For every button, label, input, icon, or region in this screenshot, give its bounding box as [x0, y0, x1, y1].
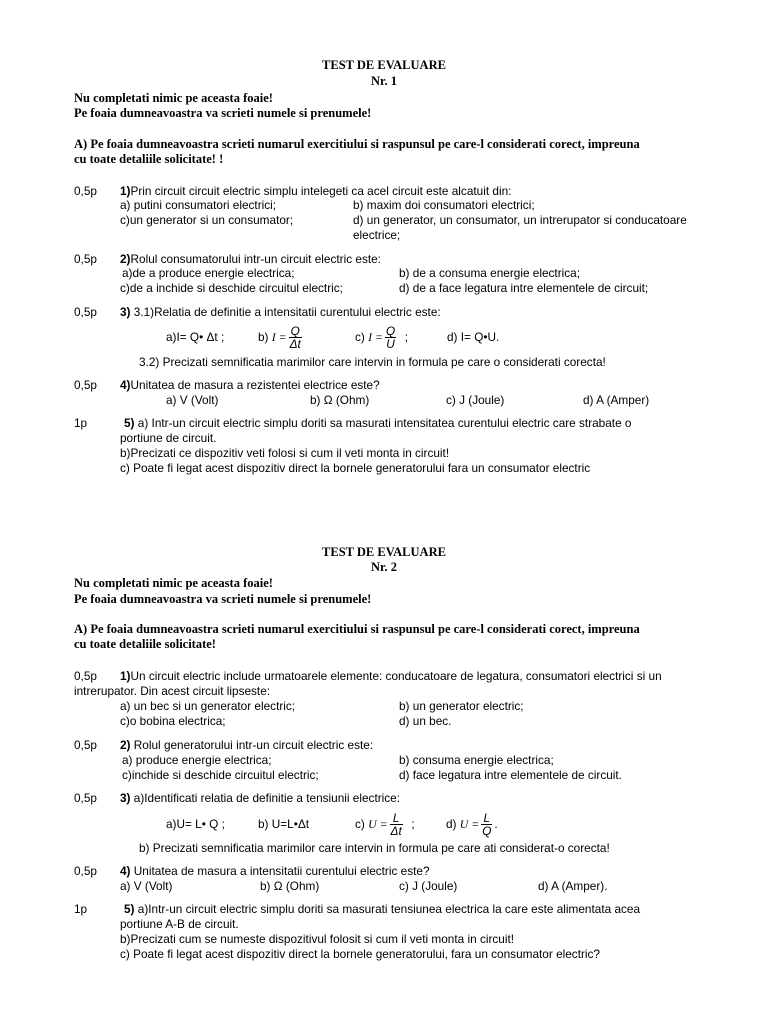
test1-q3-option-b-fraction — [289, 325, 302, 350]
test1-q3-option-c-sep: ; — [404, 330, 408, 344]
test1-title: TEST DE EVALUARE — [322, 58, 446, 72]
test2-q2-option-c: c)inchide si deschide circuitul electric; — [122, 768, 319, 782]
test2-q3-option-d — [446, 809, 498, 839]
test2-q3 — [120, 791, 400, 805]
test1-q4-option-c: c) J (Joule) — [446, 393, 505, 407]
test1-q3-option-b-label: b) — [258, 330, 269, 344]
test2-q3-option-c-label: c) — [355, 817, 365, 831]
test1-q2-option-d: d) de a face legatura intre elementele de circuit; — [399, 281, 649, 295]
test2-q4 — [120, 864, 430, 878]
test2-q5-line-2: portiune A-B de circuit. — [120, 917, 239, 931]
test2-q5 — [124, 902, 640, 916]
test2-q2-text: Rolul generatorului intr-un circuit electric este: — [130, 738, 374, 752]
test1-q3-option-c-fraction — [385, 325, 396, 350]
test2-number: Nr. 2 — [371, 560, 397, 574]
fraction-denominator: Δt — [289, 337, 301, 352]
test2-q3-option-d-fraction — [481, 812, 492, 837]
test1-q4 — [120, 378, 380, 392]
test2-q3-option-d-label: d) — [446, 817, 457, 831]
test1-q2 — [120, 252, 381, 266]
test1-q1-option-d-cont: electrice; — [353, 228, 401, 242]
test2-q3-option-c-sep: ; — [411, 817, 415, 831]
test2-q4-number: 4) — [120, 864, 131, 878]
test2-q3-option-d-lhs: U = — [459, 817, 480, 831]
test2-notice-1: Nu completati nimic pe aceasta foaie! — [74, 576, 273, 590]
test2-q3-text: a)Identificati relatia de definitie a tensiunii electrice: — [130, 791, 401, 805]
test2-q3-option-d-end: . — [494, 817, 498, 831]
test1-q3-number: 3) — [120, 305, 131, 319]
test1-q3-subquestion: 3.2) Precizati semnificatia marimilor care intervin in formula pe care o considerati corecta! — [139, 355, 606, 369]
test2-q1-option-a: a) un bec si un generator electric; — [120, 699, 296, 713]
test2-q5-line-1: a)Intr-un circuit electric simplu doriti sa masurati tensiunea electrica la care este alimentata acea — [134, 902, 641, 916]
test2-instruction-2: cu toate detaliile solicitate! — [74, 637, 216, 651]
test2-q3-points: 0,5p — [74, 791, 97, 805]
test1-notice-2: Pe foaia dumneavoastra va scrieti numele si prenumele! — [74, 106, 372, 120]
test1-q5-number: 5) — [124, 416, 135, 430]
test2-q3-option-a: a)U= L• Q ; — [166, 817, 225, 831]
test2-q3-subquestion: b) Precizati semnificatia marimilor care intervin in formula pe care ati considerat-o corecta! — [139, 841, 610, 855]
test1-instruction-1: A) Pe foaia dumneavoastra scrieti numarul exercitiului si raspunsul pe care-l considerati corect, impreuna — [74, 137, 640, 151]
test2-q2-option-b: b) consuma energie electrica; — [399, 753, 554, 767]
test1-q3-text: 3.1)Relatia de definitie a intensitatii curentului electric este: — [130, 305, 441, 319]
test1-q4-text: Unitatea de masura a rezistentei electrice este? — [130, 378, 380, 392]
test2-q1 — [120, 669, 662, 683]
test2-q5-line-4: c) Poate fi legat acest dispozitiv direct la bornele generatorului, fara un consumator electric? — [120, 947, 600, 961]
test2-title: TEST DE EVALUARE — [322, 545, 446, 559]
test1-q3-option-c-lhs: I = — [368, 330, 383, 344]
test1-number: Nr. 1 — [371, 74, 397, 88]
test1-q5-points: 1p — [74, 416, 88, 430]
test1-q4-number: 4) — [120, 378, 131, 392]
test1-q3 — [120, 305, 441, 319]
test1-q5-line-4: c) Poate fi legat acest dispozitiv direct la bornele generatorului fara un consumator electric — [120, 461, 591, 475]
test1-q5 — [124, 416, 631, 430]
test2-q1-number: 1) — [120, 669, 131, 683]
test1-q4-option-b: b) Ω (Ohm) — [310, 393, 370, 407]
test2-instruction-1: A) Pe foaia dumneavoastra scrieti numarul exercitiului si raspunsul pe care-l considerati corect, impreuna — [74, 622, 640, 636]
fraction-numerator: L — [481, 812, 492, 825]
test2-q4-points: 0,5p — [74, 864, 97, 878]
test1-q3-option-d: d) I= Q•U. — [447, 330, 500, 344]
test2-q4-text: Unitatea de masura a intensitatii curentului electric este? — [130, 864, 430, 878]
test2-q5-line-3: b)Precizati cum se numeste dispozitivul folosit si cum il veti monta in circuit! — [120, 932, 515, 946]
test1-q1-option-a: a) putini consumatori electrici; — [120, 198, 277, 212]
test2-q3-number: 3) — [120, 791, 131, 805]
test2-q2-option-d: d) face legatura intre elementele de circuit. — [399, 768, 622, 782]
test1-q5-line-3: b)Precizati ce dispozitiv veti folosi si cum il veti monta in circuit! — [120, 446, 450, 460]
test1-q2-points: 0,5p — [74, 252, 97, 266]
test2-q3-option-b: b) U=L•Δt — [258, 817, 310, 831]
test1-q5-line-2: portiune de circuit. — [120, 431, 217, 445]
test2-q4-option-b: b) Ω (Ohm) — [260, 879, 320, 893]
test1-q3-option-b-lhs: I = — [271, 330, 287, 344]
test2-q4-option-c: c) J (Joule) — [399, 879, 458, 893]
fraction-numerator: L — [390, 812, 403, 825]
test2-q4-option-d: d) A (Amper). — [538, 879, 608, 893]
test1-q2-option-a: a)de a produce energie electrica; — [122, 266, 295, 280]
test1-q2-number: 2) — [120, 252, 131, 266]
test2-q3-option-c-fraction — [390, 812, 403, 837]
test1-q1-option-d: d) un generator, un consumator, un intrerupator si conducatoare — [353, 213, 687, 227]
test1-q3-option-a: a)I= Q• Δt ; — [166, 330, 225, 344]
fraction-denominator: Δt — [390, 824, 402, 839]
test1-q1-number: 1) — [120, 184, 131, 198]
test1-q4-points: 0,5p — [74, 378, 97, 392]
test1-q1 — [120, 184, 511, 198]
test2-q1-text-cont: intrerupator. Din acest circuit lipseste: — [74, 684, 271, 698]
test1-notice-1: Nu completati nimic pe aceasta foaie! — [74, 91, 273, 105]
test1-q2-option-b: b) de a consuma energie electrica; — [399, 266, 580, 280]
test1-instruction-2: cu toate detaliile solicitate! ! — [74, 152, 224, 166]
fraction-denominator: Q — [482, 824, 492, 839]
test1-q1-option-c: c)un generator si un consumator; — [120, 213, 294, 227]
test2-q1-option-c: c)o bobina electrica; — [120, 714, 226, 728]
test2-q4-option-a: a) V (Volt) — [120, 879, 173, 893]
test1-q3-option-c-label: c) — [355, 330, 365, 344]
test1-q2-text: Rolul consumatorului intr-un circuit electric este: — [130, 252, 381, 266]
test2-q5-points: 1p — [74, 902, 88, 916]
test2-q1-option-b: b) un generator electric; — [399, 699, 524, 713]
test1-q5-line-1: a) Intr-un circuit electric simplu doriti sa masurati intensitatea curentului electric care strabate o — [134, 416, 632, 430]
test1-q3-option-c — [355, 322, 408, 352]
test1-q2-option-c: c)de a inchide si deschide circuitul electric; — [120, 281, 343, 295]
test1-q4-option-a: a) V (Volt) — [166, 393, 219, 407]
test1-q1-points: 0,5p — [74, 184, 97, 198]
test1-q1-text: Prin circuit circuit electric simplu intelegeti ca acel circuit este alcatuit din: — [130, 184, 512, 198]
test2-q1-points: 0,5p — [74, 669, 97, 683]
test2-q5-number: 5) — [124, 902, 135, 916]
fraction-numerator: Q — [385, 324, 396, 339]
test1-q4-option-d: d) A (Amper) — [583, 393, 650, 407]
test1-q3-option-b — [258, 322, 304, 352]
test2-q1-option-d: d) un bec. — [399, 714, 452, 728]
test2-q3-option-c-lhs: U = — [368, 817, 388, 831]
test2-q1-text: Un circuit electric include urmatoarele elemente: conducatoare de legatura, consumatori electrici si un — [130, 669, 662, 683]
fraction-denominator: U — [386, 337, 395, 352]
test2-notice-2: Pe foaia dumneavoastra va scrieti numele si prenumele! — [74, 592, 372, 606]
test2-q2 — [120, 738, 373, 752]
test1-q1-option-b: b) maxim doi consumatori electrici; — [353, 198, 535, 212]
test2-q2-option-a: a) produce energie electrica; — [122, 753, 272, 767]
test2-q3-option-c — [355, 809, 415, 839]
test2-q2-points: 0,5p — [74, 738, 97, 752]
fraction-numerator: Q — [289, 325, 302, 338]
test2-q2-number: 2) — [120, 738, 131, 752]
test1-q3-points: 0,5p — [74, 305, 97, 319]
